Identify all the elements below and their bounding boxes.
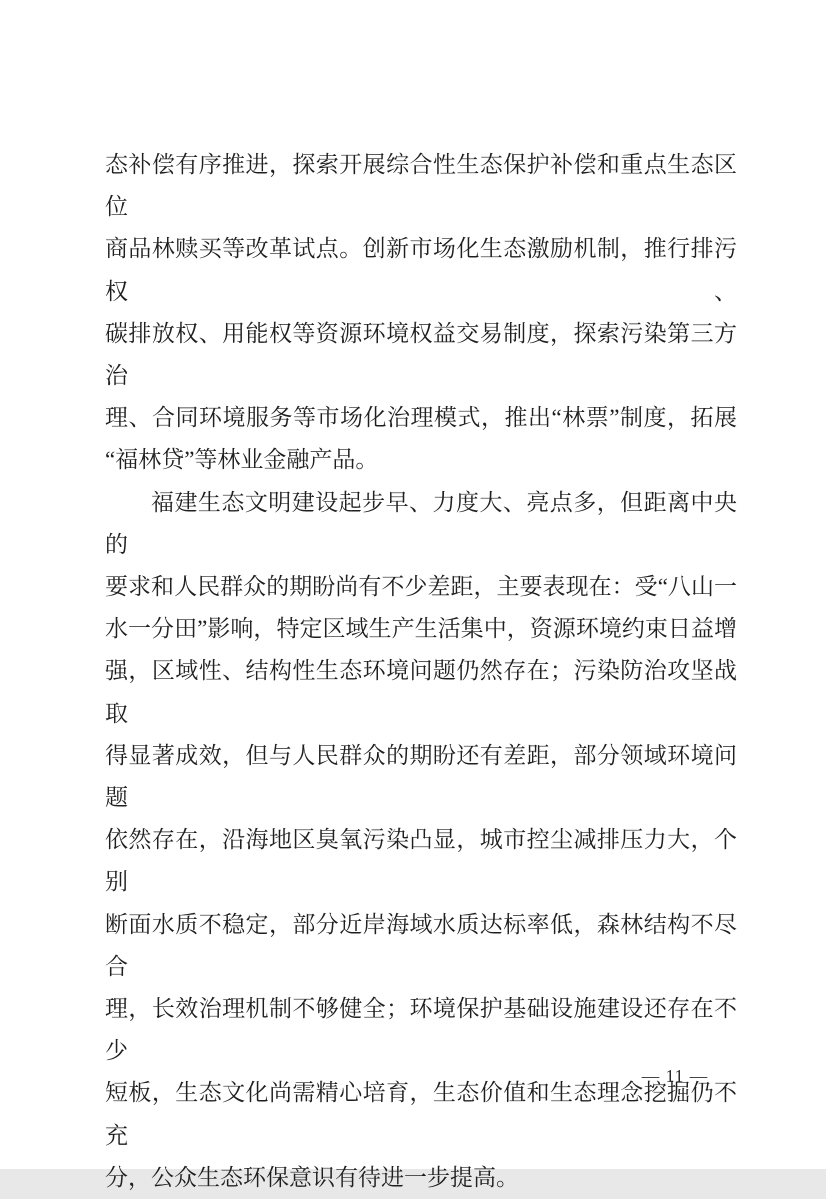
text-line: “福林贷”等林业金融产品。 [105, 447, 379, 473]
text-line: 水一分田”影响，特定区域生产生活集中，资源环境约束日益增 [105, 616, 737, 642]
paragraph [105, 482, 737, 1199]
page-number: — 11 — [641, 1066, 709, 1086]
text-line: 商品林赎买等改革试点。创新市场化生态激励机制，推行排污权、 [105, 236, 737, 304]
text-line: 理、合同环境服务等市场化治理模式，推出“林票”制度，拓展 [105, 405, 737, 431]
text-line: 碳排放权、用能权等资源环境权益交易制度，探索污染第三方治 [105, 320, 737, 389]
text-line: 依然存在，沿海地区臭氧污染凸显，城市控尘减排压力大，个别 [105, 827, 737, 895]
text-line: 要求和人民群众的期盼尚有不少差距，主要表现在：受“八山一 [105, 574, 737, 600]
paragraph [105, 144, 737, 482]
text-line: 理，长效治理机制不够健全；环境保护基础设施建设还存在不少 [105, 996, 737, 1064]
text-line: 强，区域性、结构性生态环境问题仍然存在；污染防治攻坚战取 [105, 658, 737, 726]
text-line: 短板，生态文化尚需精心培育，生态价值和生态理念挖掘仍不充 [105, 1080, 737, 1148]
text-line: 福建生态文明建设起步早、力度大、亮点多，但距离中央的 [105, 489, 737, 557]
text-line: 得显著成效，但与人民群众的期盼还有差距，部分领域环境问题 [105, 742, 737, 811]
text-line: 态补偿有序推进，探索开展综合性生态保护补偿和重点生态区位 [105, 152, 737, 220]
text-line: 断面水质不稳定，部分近岸海域水质达标率低，森林结构不尽合 [105, 911, 737, 979]
document-body [105, 144, 737, 1199]
text-line: 分，公众生态环保意识有待进一步提高。 [105, 1164, 519, 1190]
